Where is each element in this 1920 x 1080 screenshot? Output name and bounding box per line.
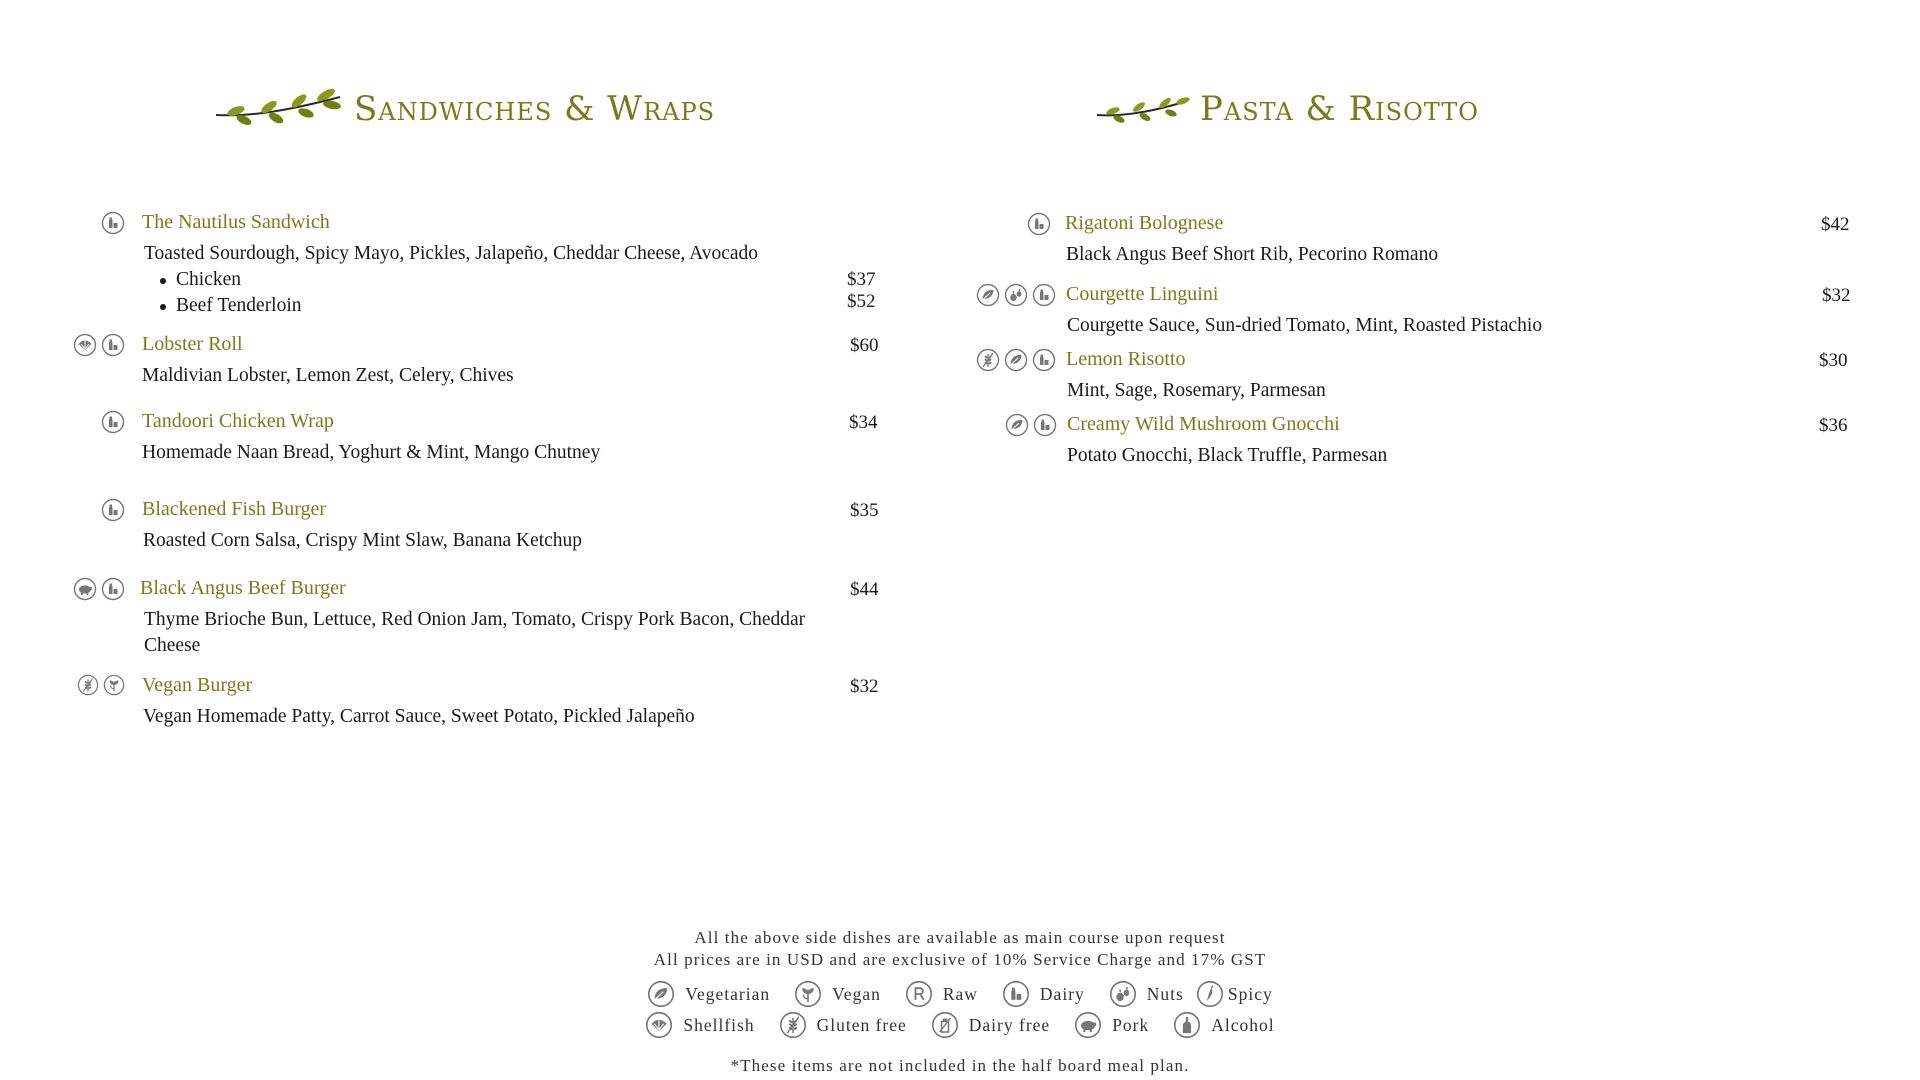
section-title-text: Sandwiches & Wraps	[354, 89, 716, 129]
bullet	[160, 278, 166, 284]
option-name: Chicken	[176, 269, 241, 290]
item-description: Courgette Sauce, Sun-dried Tomato, Mint, Roasted Pistachio	[1067, 315, 1543, 336]
item-name: Lobster Roll	[142, 333, 243, 355]
vegetarian-icon	[976, 283, 1000, 307]
item-description: Toasted Sourdough, Spicy Mayo, Pickles, Jalapeño, Cheddar Cheese, Avocado	[144, 243, 759, 264]
footer-note-side-dishes: All the above side dishes are available as main course upon request	[694, 928, 1226, 947]
dairy-icon	[1002, 980, 1030, 1008]
item-allergen-icons	[999, 413, 1057, 437]
option-price: $52	[847, 291, 876, 312]
gluten-free-icon	[976, 348, 1000, 372]
dairy-icon	[101, 577, 125, 601]
nuts-icon	[1004, 283, 1028, 307]
dairy-icon	[1027, 212, 1051, 236]
option-name: Beef Tenderloin	[176, 295, 302, 316]
item-allergen-icons	[95, 211, 125, 235]
dairy-icon	[1032, 283, 1056, 307]
spicy-icon	[1196, 980, 1224, 1008]
item-description: Potato Gnocchi, Black Truffle, Parmesan	[1067, 445, 1388, 466]
legend-vegan	[794, 980, 881, 1008]
legend-label: Dairy free	[968, 1014, 1051, 1035]
item-name: Rigatoni Bolognese	[1065, 212, 1224, 234]
dairy-icon	[1033, 413, 1057, 437]
footer-note-prices: All prices are in USD and are exclusive of 10% Service Charge and 17% GST	[653, 950, 1267, 969]
olive-branch-icon	[1095, 89, 1190, 129]
dairy-icon	[1032, 348, 1056, 372]
section-title-pasta	[1095, 84, 1479, 134]
item-description: Vegan Homemade Patty, Carrot Sauce, Sweet Potato, Pickled Jalapeño	[143, 706, 695, 727]
vegan-icon	[794, 980, 822, 1008]
item-allergen-icons	[65, 577, 125, 601]
item-name: Lemon Risotto	[1066, 348, 1186, 370]
dairy-icon	[101, 211, 125, 235]
pork-icon	[1074, 1011, 1102, 1039]
item-name: Courgette Linguini	[1066, 283, 1219, 305]
item-name: The Nautilus Sandwich	[142, 211, 330, 233]
option-price: $37	[847, 269, 876, 290]
item-price: $32	[850, 676, 879, 697]
dairy-icon	[101, 498, 125, 522]
item-allergen-icons	[1021, 212, 1051, 236]
vegetarian-icon	[647, 980, 675, 1008]
section-title-sandwiches	[214, 84, 715, 134]
nuts-icon	[1109, 980, 1137, 1008]
bullet	[160, 304, 166, 310]
item-options	[142, 267, 882, 319]
legend-row	[0, 1011, 1920, 1039]
item-allergen-icons	[95, 498, 125, 522]
item-description: Mint, Sage, Rosemary, Parmesan	[1067, 380, 1326, 401]
raw-icon	[905, 980, 933, 1008]
alcohol-icon	[1173, 1011, 1201, 1039]
legend-dairy-free	[931, 1011, 1050, 1039]
dairy-icon	[101, 410, 125, 434]
shellfish-icon	[73, 333, 97, 357]
legend-label: Vegan	[832, 983, 881, 1004]
item-option	[142, 267, 882, 293]
gluten-free-icon	[77, 674, 99, 696]
item-price: $60	[850, 335, 879, 356]
gluten-free-icon	[779, 1011, 807, 1039]
item-allergen-icons	[95, 410, 125, 434]
legend-label: Pork	[1112, 1014, 1150, 1035]
legend-label: Vegetarian	[685, 983, 771, 1004]
legend-alcohol	[1173, 1011, 1274, 1039]
legend-label: Spicy	[1227, 983, 1273, 1004]
item-allergen-icons	[973, 348, 1056, 372]
item-allergen-icons	[70, 674, 125, 696]
item-name: Tandoori Chicken Wrap	[142, 410, 334, 432]
item-description: Maldivian Lobster, Lemon Zest, Celery, Chives	[142, 365, 514, 386]
item-description: Homemade Naan Bread, Yoghurt & Mint, Mango Chutney	[142, 442, 601, 463]
item-price: $44	[850, 579, 879, 600]
legend-shellfish	[645, 1011, 754, 1039]
item-allergen-icons	[973, 283, 1056, 307]
vegetarian-icon	[1004, 348, 1028, 372]
legend-label: Dairy	[1039, 983, 1085, 1004]
item-description: Black Angus Beef Short Rib, Pecorino Romano	[1066, 244, 1439, 265]
item-price: $34	[849, 412, 878, 433]
item-price: $36	[1819, 415, 1848, 436]
legend-label: Shellfish	[683, 1014, 755, 1035]
item-name: Black Angus Beef Burger	[140, 577, 346, 599]
shellfish-icon	[645, 1011, 673, 1039]
legend-nuts	[1109, 980, 1184, 1008]
item-price: $30	[1819, 350, 1848, 371]
dairy-free-icon	[931, 1011, 959, 1039]
legend-label: Raw	[942, 983, 978, 1004]
legend-dairy	[1002, 980, 1085, 1008]
item-name: Creamy Wild Mushroom Gnocchi	[1067, 413, 1340, 435]
item-description: Roasted Corn Salsa, Crispy Mint Slaw, Banana Ketchup	[143, 530, 583, 551]
item-name: Vegan Burger	[142, 674, 253, 696]
item-allergen-icons	[65, 333, 125, 357]
item-option	[142, 293, 882, 319]
item-description: Thyme Brioche Bun, Lettuce, Red Onion Jam, Tomato, Crispy Pork Bacon, Cheddar Cheese	[144, 609, 806, 656]
vegan-icon	[103, 674, 125, 696]
vegetarian-icon	[1005, 413, 1029, 437]
item-name: Blackened Fish Burger	[142, 498, 327, 520]
pork-icon	[73, 577, 97, 601]
olive-branch-icon	[214, 89, 344, 129]
legend-label: Nuts	[1146, 983, 1184, 1004]
legend-label: Alcohol	[1211, 1014, 1275, 1035]
legend-gluten-free	[779, 1011, 907, 1039]
item-price: $35	[850, 500, 879, 521]
footer-disclaimer: *These items are not included in the half board meal plan.	[730, 1056, 1190, 1075]
legend-pork	[1074, 1011, 1149, 1039]
dairy-icon	[101, 333, 125, 357]
legend-raw	[905, 980, 978, 1008]
legend-spicy	[1196, 980, 1273, 1008]
legend-row	[0, 980, 1920, 1008]
item-price: $32	[1822, 285, 1851, 306]
item-price: $42	[1821, 214, 1850, 235]
section-title-text: Pasta & Risotto	[1200, 89, 1479, 129]
legend-label: Gluten free	[816, 1014, 907, 1035]
legend-vegetarian	[647, 980, 770, 1008]
